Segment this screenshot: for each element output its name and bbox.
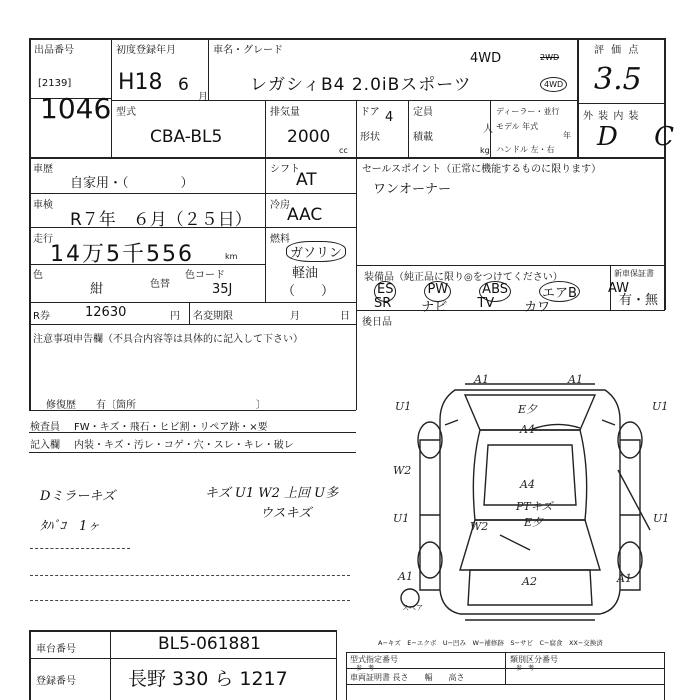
mark-a1-rear-left: A1 xyxy=(398,570,413,583)
doors-label: ドア xyxy=(360,107,380,118)
class-ref: 参 考 xyxy=(516,665,535,672)
displacement-label: 排気量 xyxy=(270,107,300,118)
inspection-label: 車検 xyxy=(33,200,53,211)
usage-label: 車歴 xyxy=(33,164,53,175)
mark-a1-rear-right: A1 xyxy=(617,572,632,585)
lot-number: 1046 xyxy=(40,92,112,125)
fuel-label: 燃料 xyxy=(270,234,290,245)
equip-airbag: エアB xyxy=(539,281,580,302)
overall-score: 3.5 xyxy=(594,62,642,97)
shift: AT xyxy=(296,170,317,190)
mark-a1-front-right: A1 xyxy=(568,373,583,386)
model-label: 型式 xyxy=(116,107,136,118)
equip-pw: PW xyxy=(424,281,451,302)
year-unit: 年 xyxy=(563,131,571,140)
ac-type: AAC xyxy=(287,205,323,225)
mark-a1-front-left: A1 xyxy=(474,373,489,386)
lot-number-small: [2139] xyxy=(38,78,72,89)
mark-u1-right-front: U1 xyxy=(652,400,669,413)
equip-sr: SR xyxy=(374,296,392,311)
color-label: 色 xyxy=(33,270,43,281)
mark-u1-left-front: U1 xyxy=(395,400,412,413)
inspector-row2-label: 記入欄 xyxy=(30,440,60,451)
displacement-unit: cc xyxy=(339,146,348,155)
color-code: 35J xyxy=(212,282,233,297)
mileage-label: 走行 xyxy=(33,234,53,245)
plate-label: 登録番号 xyxy=(36,676,76,687)
ext-int-label: 外 装 内 装 xyxy=(583,111,640,122)
displacement: 2000 xyxy=(287,127,331,147)
mark-pt-scratch: PTキズ xyxy=(516,500,553,513)
mileage: 14万5千556 xyxy=(50,242,194,267)
inspector-row1-label: 検査員 xyxy=(30,422,60,433)
name-change-label: 名変期限 xyxy=(193,311,233,322)
equip-navi: ナビ xyxy=(421,300,448,315)
chassis-number: BL5-061881 xyxy=(158,634,261,654)
first-reg-label: 初度登録年月 xyxy=(116,45,176,56)
mark-w2-left: W2 xyxy=(393,464,412,477)
handwritten-note-3: キズ U1 W2 上回 U多 xyxy=(205,486,339,501)
recycle-unit: 円 xyxy=(170,311,180,322)
handwritten-note-4: ウスキズ xyxy=(260,506,312,521)
repair-history: 修復歴 有〔箇所 〕 xyxy=(46,400,266,411)
sales-point-text: ワンオーナー xyxy=(373,182,452,197)
handle-label: ハンドル 左・右 xyxy=(496,145,555,154)
ac-label: 冷房 xyxy=(270,200,290,211)
shift-label: シフト xyxy=(270,164,300,175)
mark-a2-rear: A2 xyxy=(522,575,537,588)
name-change-day: 日 xyxy=(340,311,350,322)
color-change-label: 色替 xyxy=(150,279,170,290)
new-car-warranty-value: 有・無 xyxy=(619,293,659,308)
recycle-fee: 12630 xyxy=(85,305,127,320)
model-year-label: モデル 年式 xyxy=(496,122,539,131)
ext-int-score: D C xyxy=(597,122,689,152)
equip-aw: AW xyxy=(607,281,629,296)
equip-leather: カワ xyxy=(524,300,551,315)
plate-number: 長野 330 ら 1217 xyxy=(128,668,288,690)
notes-label: 注意事項申告欄（不具合内容等は具体的に記入して下さい） xyxy=(33,334,303,345)
drive-type: 4WD xyxy=(470,51,502,66)
mileage-unit: km xyxy=(225,252,238,261)
mark-a4-cabin: A4 xyxy=(520,478,535,491)
capacity-label: 定員 xyxy=(413,107,433,118)
class-label: 類別区分番号 xyxy=(510,655,558,664)
equipment-label: 装備品（純正品に限り◎をつけてください） xyxy=(364,272,563,283)
inspector-row1: FW・キズ・飛石・ヒビ割・リペア跡・×要 xyxy=(74,422,268,433)
handwritten-note-2: ﾀﾊﾞｺ 1ヶ xyxy=(40,519,101,534)
dealer-label: ディーラー・並行 xyxy=(496,107,560,116)
handwritten-note-1: Dミラーキズ xyxy=(40,489,116,504)
capacity-unit: 人 xyxy=(483,124,493,135)
inspector-row2: 内装・キズ・汚レ・コゲ・穴・スレ・キレ・破レ xyxy=(74,440,294,451)
car-name-label: 車名・グレード xyxy=(213,45,283,56)
model-code: CBA-BL5 xyxy=(150,127,223,147)
load-unit: kg xyxy=(480,146,490,155)
type-cert-ref: 参 考 xyxy=(356,665,375,672)
mark-u1-left-rear: U1 xyxy=(393,512,410,525)
new-car-warranty-label: 新車保証書 xyxy=(614,269,654,278)
sales-point-label: セールスポイント（正常に機能するものに限ります） xyxy=(362,164,602,175)
name-change-month: 月 xyxy=(290,311,300,322)
first-reg-month: 6 xyxy=(178,75,189,95)
first-reg-month-unit: 月 xyxy=(198,92,208,103)
chassis-label: 車台番号 xyxy=(36,644,76,655)
fuel-diesel: 軽油 xyxy=(292,266,319,281)
mark-w2-rear: W2 xyxy=(470,520,489,533)
mark-u1-right-rear: U1 xyxy=(653,512,670,525)
equip-abs: ABS xyxy=(479,281,511,302)
usage: 自家用・（ ） xyxy=(70,176,194,191)
lot-number-label: 出品番号 xyxy=(34,45,74,56)
doors: 4 xyxy=(385,110,394,125)
recycle-label: R券 xyxy=(33,311,50,322)
car-name-grade: レガシィB4 2.0iBスポーツ xyxy=(250,75,472,95)
score-label: 評 価 点 xyxy=(594,45,641,56)
first-reg-era-year: H18 xyxy=(118,70,163,95)
type-cert-label: 型式指定番号 xyxy=(350,655,398,664)
drive-mark-4wd-circled: 4WD xyxy=(540,77,567,92)
fuel-other: （ ） xyxy=(282,284,335,299)
equip-tv: TV xyxy=(477,296,495,311)
color-code-label: 色コード xyxy=(185,270,225,281)
mark-a4-roof: A4 xyxy=(520,423,535,436)
drive-mark-2wd: 2WD xyxy=(540,53,560,62)
inspection-expiry: R７年 ６月（２５日） xyxy=(70,210,252,230)
load-label: 積載 xyxy=(413,132,433,143)
equip-es: ES xyxy=(374,281,396,302)
mark-spare: スペア xyxy=(402,604,423,612)
mark-e-hood: E夕 xyxy=(518,403,538,416)
color: 紺 xyxy=(90,282,104,297)
fuel-gasoline-circled: ガソリン xyxy=(286,241,346,262)
shape-label: 形状 xyxy=(360,132,380,143)
later-items-label: 後日品 xyxy=(362,317,392,328)
damage-legend: A−キズ E−エクボ U−凹み W−補修跡 S−サビ C−腐食 XX−交換済 xyxy=(378,639,603,647)
mark-e-trunk: E夕 xyxy=(524,516,544,529)
dimensions-label: 車両証明書 長さ 幅 高さ xyxy=(350,673,465,682)
